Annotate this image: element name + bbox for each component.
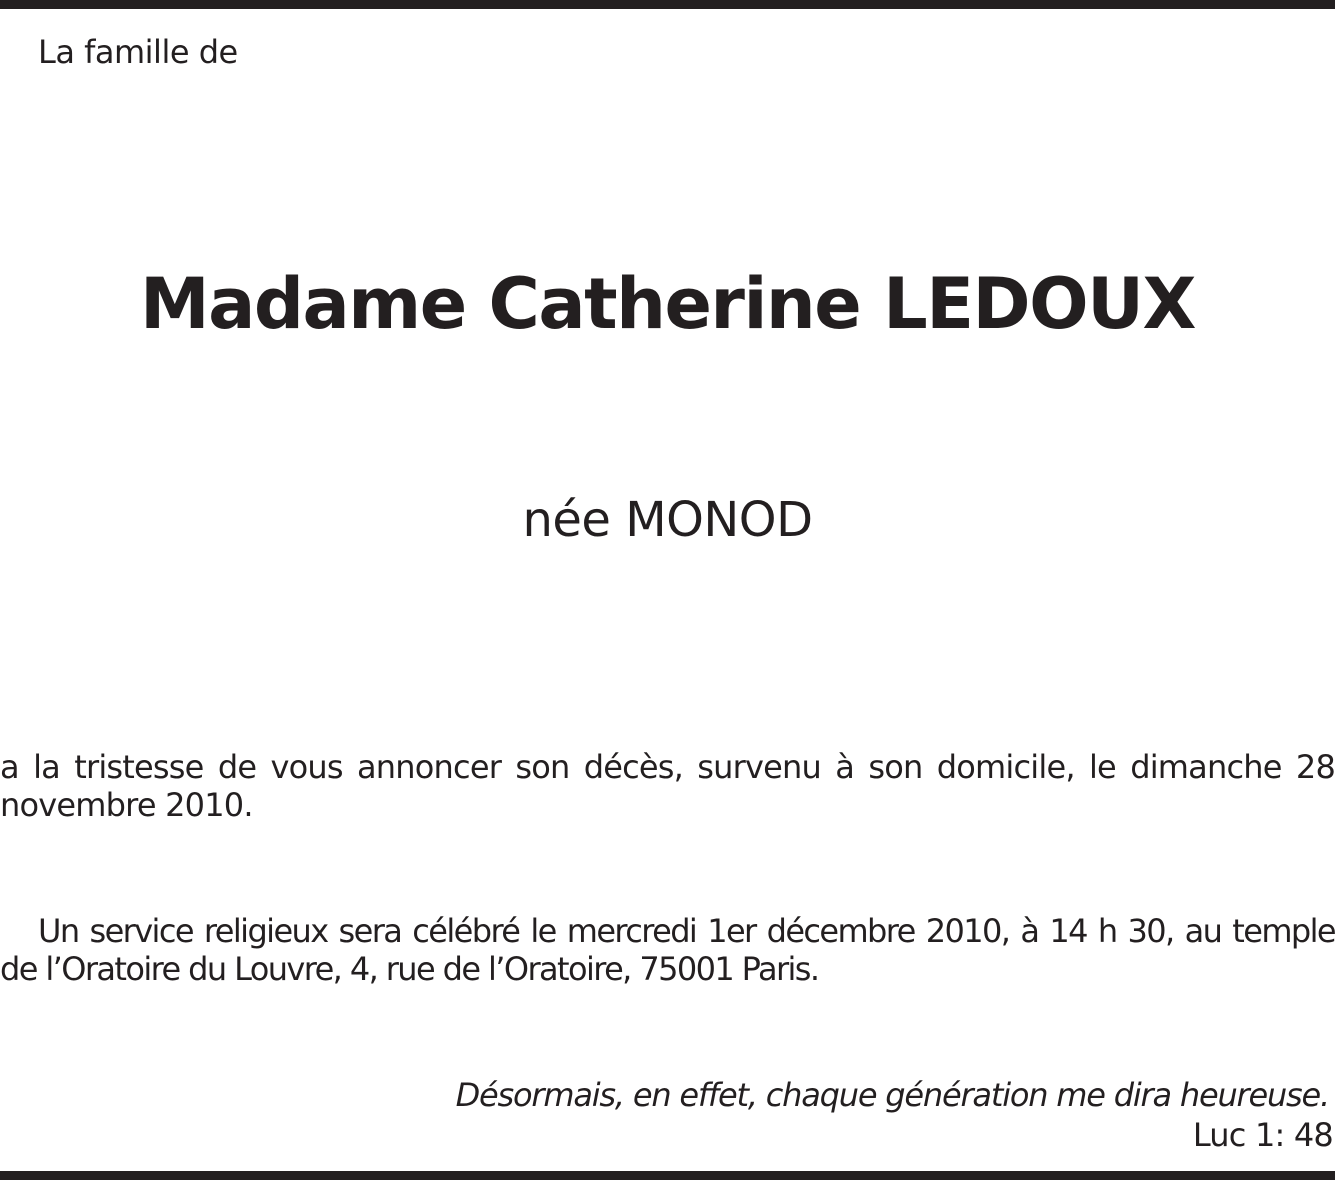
intro-text: La famille de <box>38 33 238 71</box>
announcement-paragraph: a la tristesse de vous annoncer son décès, survenu à son domicile, le dimanche 28 novembre 2010. <box>0 748 1335 824</box>
top-border-rule <box>0 0 1335 9</box>
deceased-name: Madame Catherine LEDOUX <box>140 263 1195 345</box>
maiden-name: née MONOD <box>522 492 813 548</box>
scripture-quote: Désormais, en effet, chaque génération me dira heureuse. <box>455 1076 1329 1114</box>
service-paragraph: Un service religieux sera célébré le mercredi 1er décembre 2010, à 14 h 30, au temple de l’Oratoire du Louvre, 4, rue de l’Oratoire, 75001 Paris. <box>0 912 1335 988</box>
bottom-border-rule <box>0 1171 1335 1180</box>
scripture-reference: Luc 1: 48 <box>1192 1116 1333 1154</box>
